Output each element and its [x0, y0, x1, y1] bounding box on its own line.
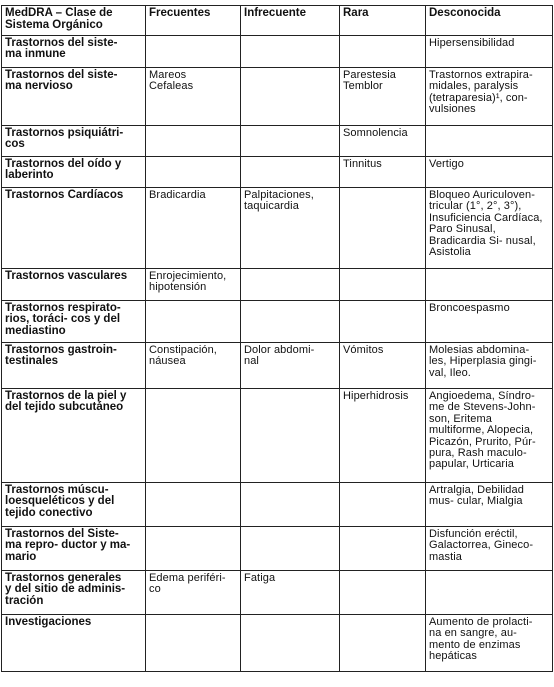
desconocida-cell: Molesias abdomina- les, Hiperplasia gingi- val, Ileo.	[426, 343, 553, 389]
desconocida-cell	[426, 269, 553, 301]
desconocida-cell: Artralgia, Debilidad mus- cular, Mialgia	[426, 483, 553, 527]
frecuentes-cell	[146, 615, 241, 672]
infrecuente-cell	[241, 615, 340, 672]
soc-cell: Trastornos del oído y laberinto	[2, 157, 146, 188]
header-infrecuente: Infrecuente	[241, 6, 340, 36]
desconocida-cell: Angioedema, Síndro- me de Stevens-John- son, Eritema multiforme, Alopecia, Picazón, Prurito, Púr- pura, Rash maculo- papular, Urticaria	[426, 389, 553, 483]
adverse-reactions-table	[1, 5, 553, 672]
frecuentes-cell	[146, 36, 241, 68]
infrecuente-cell: Dolor abdomi- nal	[241, 343, 340, 389]
frecuentes-cell: Enrojecimiento, hipotensión	[146, 269, 241, 301]
table-row	[2, 571, 553, 615]
soc-cell: Trastornos múscu- loesqueléticos y del tejido conectivo	[2, 483, 146, 527]
soc-cell: Trastornos del siste- ma inmune	[2, 36, 146, 68]
desconocida-cell: Disfunción eréctil, Galactorrea, Gineco- mastia	[426, 527, 553, 571]
desconocida-cell: Trastornos extrapira- midales, paralysis (tetraparesia)¹, con- vulsiones	[426, 68, 553, 126]
rara-cell: Somnolencia	[340, 126, 426, 157]
frecuentes-cell: Bradicardia	[146, 188, 241, 269]
infrecuente-cell: Palpitaciones, taquicardia	[241, 188, 340, 269]
soc-cell: Trastornos vasculares	[2, 269, 146, 301]
rara-cell: Hiperhidrosis	[340, 389, 426, 483]
table-row	[2, 157, 553, 188]
soc-cell: Trastornos gastroin- testinales	[2, 343, 146, 389]
header-soc: MedDRA – Clase de Sistema Orgánico	[2, 6, 146, 36]
frecuentes-cell	[146, 126, 241, 157]
frecuentes-cell	[146, 483, 241, 527]
desconocida-cell: Broncoespasmo	[426, 301, 553, 343]
table-row	[2, 188, 553, 269]
infrecuente-cell: Fatiga	[241, 571, 340, 615]
header-desconocida: Desconocida	[426, 6, 553, 36]
table-row	[2, 615, 553, 672]
desconocida-cell	[426, 126, 553, 157]
frecuentes-cell	[146, 301, 241, 343]
table-row	[2, 343, 553, 389]
infrecuente-cell	[241, 157, 340, 188]
frecuentes-cell	[146, 157, 241, 188]
table-row	[2, 126, 553, 157]
table-row	[2, 36, 553, 68]
infrecuente-cell	[241, 36, 340, 68]
header-rara: Rara	[340, 6, 426, 36]
frecuentes-cell: Mareos Cefaleas	[146, 68, 241, 126]
rara-cell: Parestesia Temblor	[340, 68, 426, 126]
table-row	[2, 483, 553, 527]
soc-cell: Trastornos del Siste- ma repro- ductor y ma- mario	[2, 527, 146, 571]
rara-cell: Tinnitus	[340, 157, 426, 188]
soc-cell: Trastornos de la piel y del tejido subcutáneo	[2, 389, 146, 483]
rara-cell	[340, 188, 426, 269]
soc-cell: Trastornos Cardíacos	[2, 188, 146, 269]
rara-cell	[340, 615, 426, 672]
soc-cell: Trastornos psiquiátri- cos	[2, 126, 146, 157]
frecuentes-cell	[146, 527, 241, 571]
infrecuente-cell	[241, 483, 340, 527]
desconocida-cell	[426, 571, 553, 615]
table-row	[2, 527, 553, 571]
header-frecuentes: Frecuentes	[146, 6, 241, 36]
desconocida-cell: Aumento de prolacti- na en sangre, au- mento de enzimas hepáticas	[426, 615, 553, 672]
desconocida-cell: Hipersensibilidad	[426, 36, 553, 68]
table-row	[2, 301, 553, 343]
infrecuente-cell	[241, 68, 340, 126]
table-row	[2, 389, 553, 483]
rara-cell	[340, 527, 426, 571]
rara-cell: Vómitos	[340, 343, 426, 389]
desconocida-cell: Bloqueo Auriculoven- tricular (1°, 2°, 3°), Insuficiencia Cardíaca, Paro Sinusal, Bradicardia Si- nusal, Asistolia	[426, 188, 553, 269]
infrecuente-cell	[241, 389, 340, 483]
rara-cell	[340, 483, 426, 527]
rara-cell	[340, 571, 426, 615]
soc-cell: Investigaciones	[2, 615, 146, 672]
infrecuente-cell	[241, 527, 340, 571]
frecuentes-cell	[146, 389, 241, 483]
soc-cell: Trastornos generales y del sitio de adminis- tración	[2, 571, 146, 615]
desconocida-cell: Vertigo	[426, 157, 553, 188]
header-row	[2, 6, 553, 36]
table-row	[2, 269, 553, 301]
infrecuente-cell	[241, 126, 340, 157]
infrecuente-cell	[241, 301, 340, 343]
infrecuente-cell	[241, 269, 340, 301]
frecuentes-cell: Edema periféri- co	[146, 571, 241, 615]
soc-cell: Trastornos respirato- rios, toráci- cos y del mediastino	[2, 301, 146, 343]
frecuentes-cell: Constipación, náusea	[146, 343, 241, 389]
soc-cell: Trastornos del siste- ma nervioso	[2, 68, 146, 126]
table-row	[2, 68, 553, 126]
rara-cell	[340, 36, 426, 68]
rara-cell	[340, 301, 426, 343]
rara-cell	[340, 269, 426, 301]
